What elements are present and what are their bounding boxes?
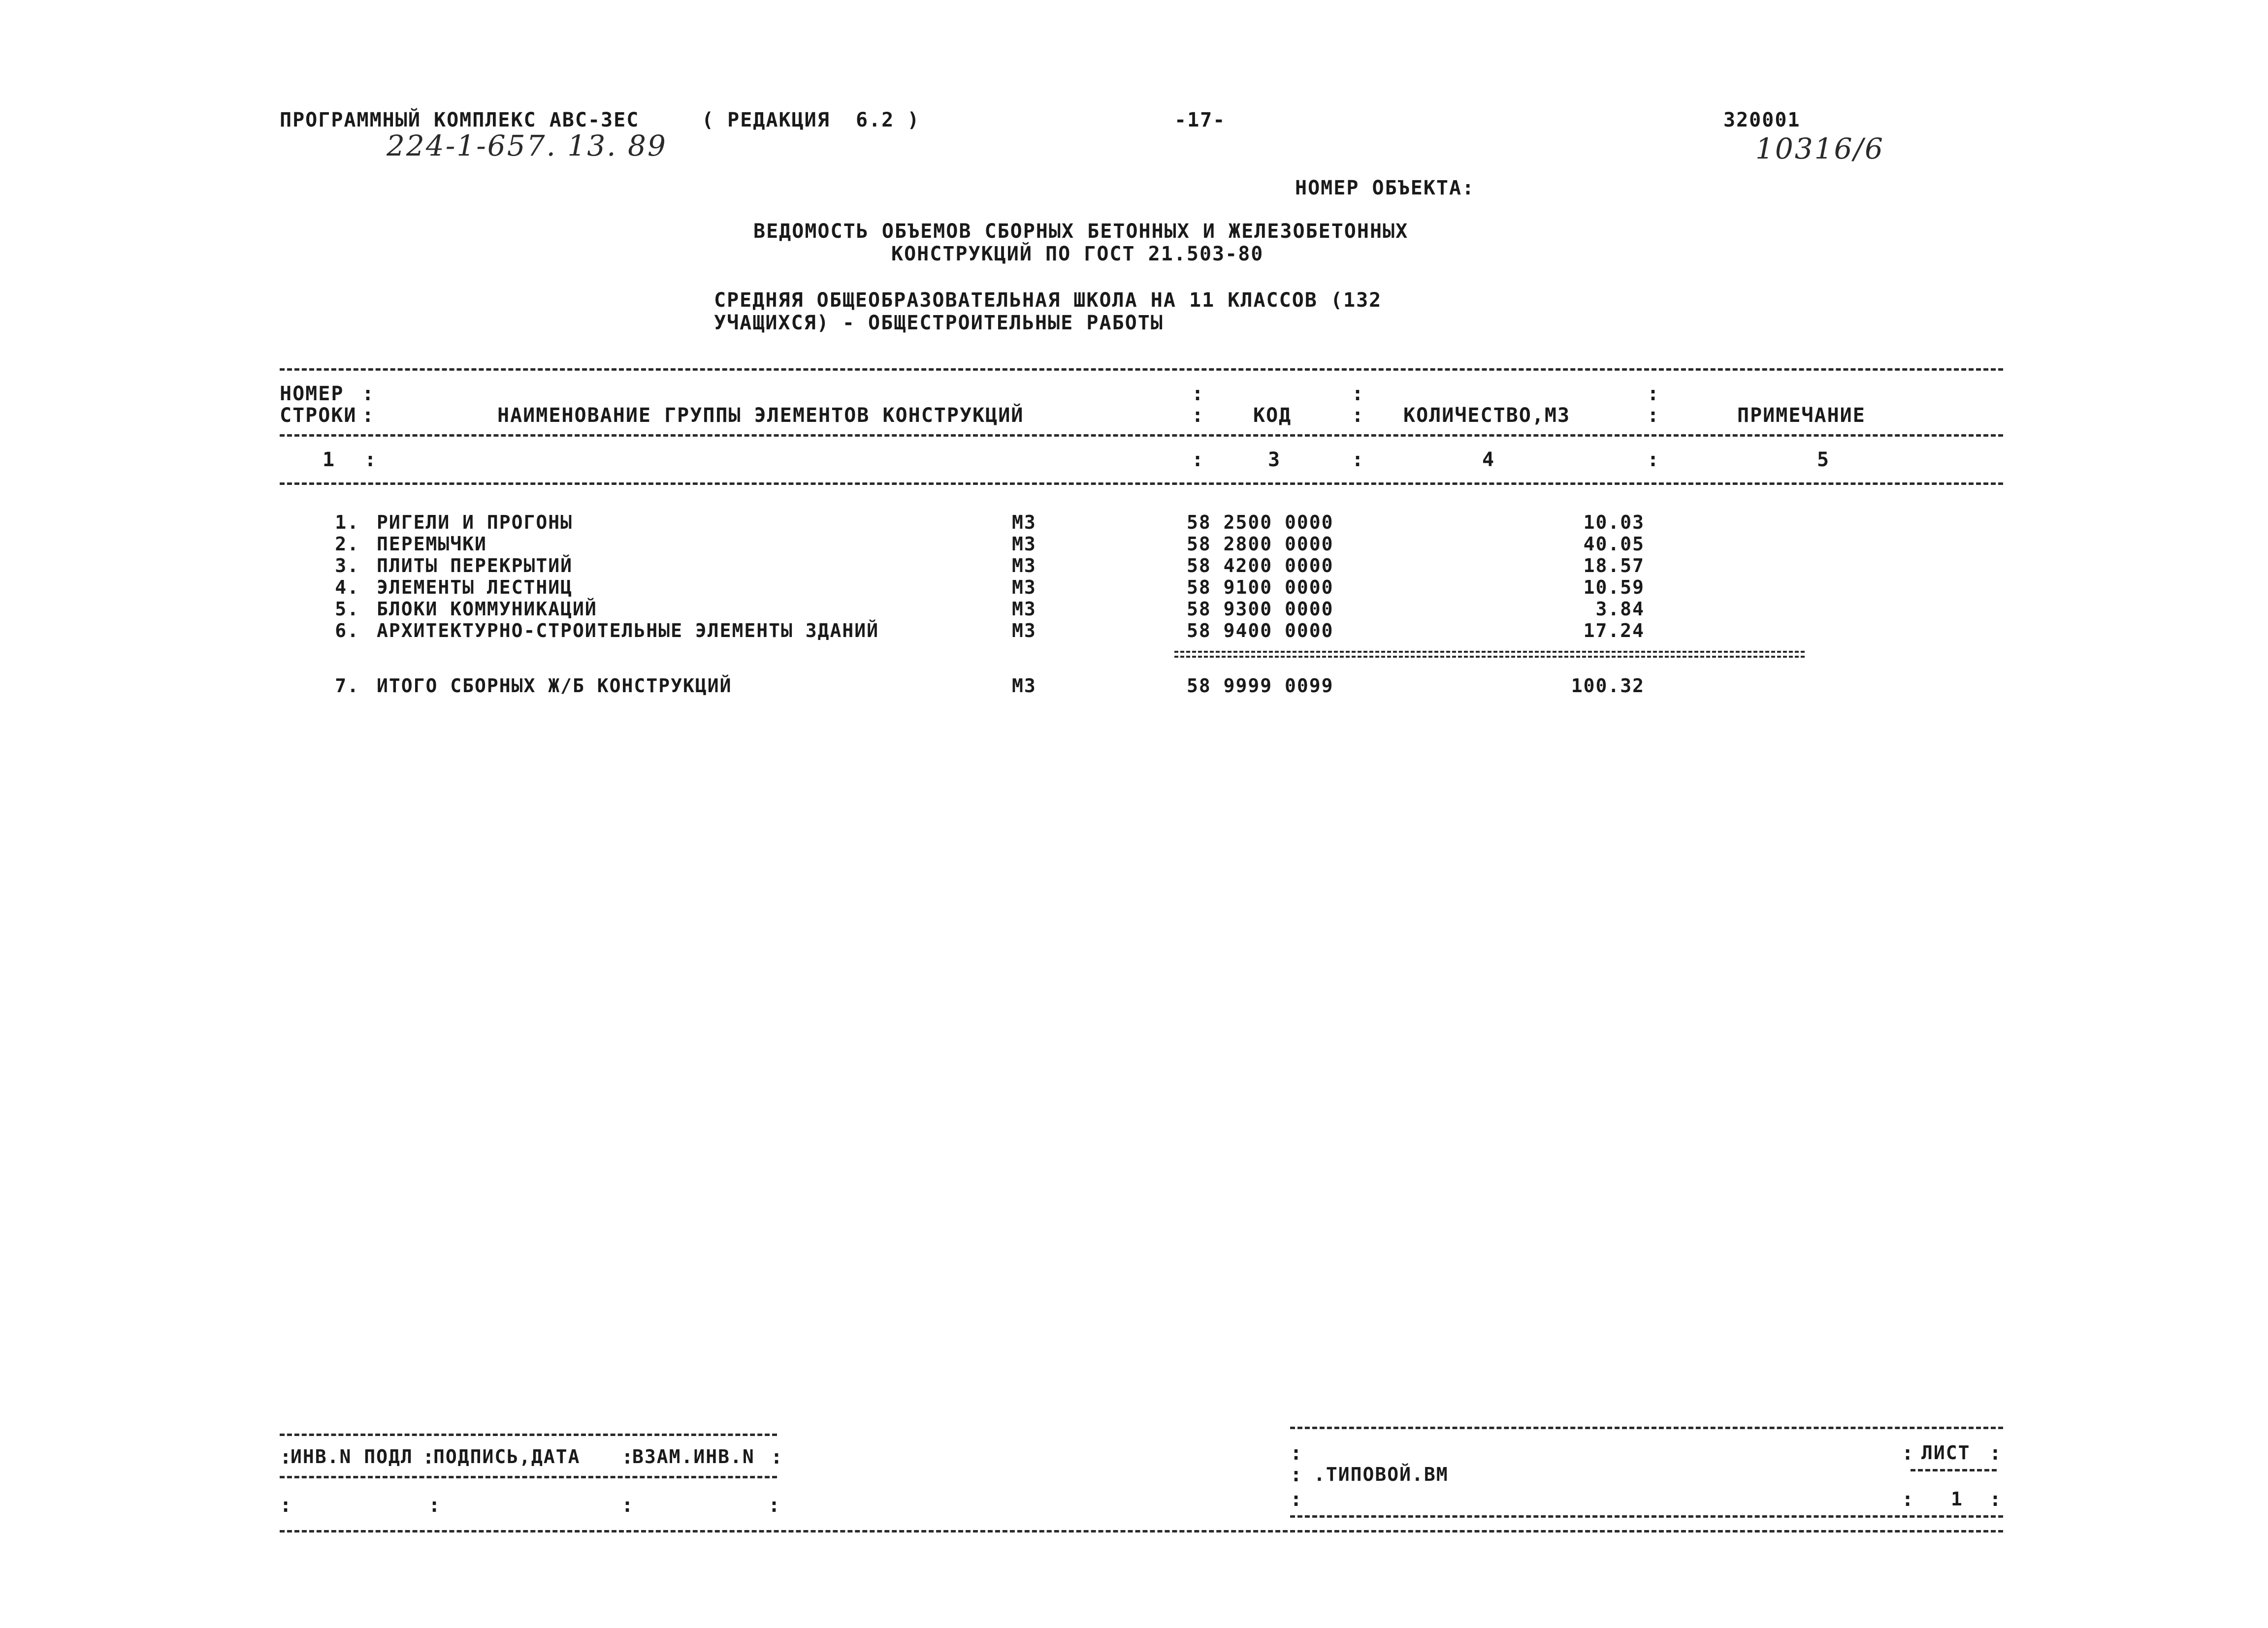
stamp-sep: :: [621, 1446, 635, 1468]
row-code: 58 9100 0000: [1187, 576, 1334, 598]
stamp-sep: :: [422, 1446, 436, 1468]
handwritten-project-number: 224-1-657. 13. 89: [387, 129, 667, 162]
total-unit: М3: [1012, 675, 1037, 697]
row-number: 6.: [335, 620, 359, 641]
header-code: КОД: [1253, 404, 1292, 427]
row-quantity: 10.03: [1583, 511, 1645, 533]
total-number: 7.: [335, 675, 359, 697]
stamp-right-top-rule: [1290, 1427, 2003, 1429]
row-number: 2.: [335, 533, 359, 555]
vzam-inv-label: ВЗАМ.ИНВ.N: [632, 1446, 755, 1468]
row-name: ПЛИТЫ ПЕРЕКРЫТИЙ: [377, 555, 573, 576]
program-name: ПРОГРАММНЫЙ КОМПЛЕКС АВС-3ЕС: [280, 109, 640, 131]
header-sep: :: [1192, 383, 1205, 405]
stamp-sep: :: [428, 1494, 442, 1517]
header-sep: :: [1192, 404, 1205, 427]
row-code: 58 4200 0000: [1187, 555, 1334, 576]
document-type: .ТИПОВОЙ.ВМ: [1314, 1464, 1449, 1485]
stamp-sep: :: [1989, 1442, 2003, 1465]
stamp-bottom-rule: [280, 1530, 2003, 1532]
total-name: ИТОГО СБОРНЫХ Ж/Б КОНСТРУКЦИЙ: [377, 675, 732, 697]
stamp-sep: :: [1902, 1488, 1915, 1511]
row-number: 3.: [335, 555, 359, 576]
row-unit: М3: [1012, 620, 1037, 641]
row-quantity: 40.05: [1583, 533, 1645, 555]
column-number-1: 1: [323, 448, 336, 471]
row-number: 5.: [335, 598, 359, 620]
object-number-label: НОМЕР ОБЪЕКТА:: [1295, 177, 1475, 199]
document-code: 320001: [1723, 109, 1801, 131]
header-row-number-2: СТРОКИ: [280, 404, 357, 427]
title-line-2: КОНСТРУКЦИЙ ПО ГОСТ 21.503-80: [891, 243, 1264, 265]
row-unit: М3: [1012, 576, 1037, 598]
header-note: ПРИМЕЧАНИЕ: [1737, 404, 1866, 427]
row-code: 58 9400 0000: [1187, 620, 1334, 641]
row-quantity: 10.59: [1583, 576, 1645, 598]
sheet-label: ЛИСТ: [1921, 1442, 1971, 1464]
row-unit: М3: [1012, 511, 1037, 533]
stamp-sep: :: [771, 1446, 784, 1468]
header-sep: :: [1647, 404, 1660, 427]
stamp-sep: :: [1902, 1442, 1915, 1465]
header-sep: :: [364, 448, 378, 471]
row-code: 58 2800 0000: [1187, 533, 1334, 555]
row-code: 58 9300 0000: [1187, 598, 1334, 620]
total-quantity: 100.32: [1571, 675, 1645, 697]
page-mark: -17-: [1174, 109, 1226, 131]
header-sep: :: [362, 404, 375, 427]
stamp-sep: :: [768, 1494, 781, 1517]
stamp-sep: :: [1290, 1488, 1303, 1511]
table-top-rule: [280, 368, 2003, 371]
header-sep: :: [362, 383, 375, 405]
header-sep: :: [1647, 448, 1660, 471]
stamp-sep: :: [1989, 1488, 2003, 1511]
sheet-number: 1: [1951, 1488, 1963, 1510]
sheet-divider: [1911, 1469, 1997, 1471]
header-quantity: КОЛИЧЕСТВО,М3: [1403, 404, 1571, 427]
row-quantity: 3.84: [1595, 598, 1645, 620]
stamp-sep: :: [621, 1494, 635, 1517]
row-unit: М3: [1012, 533, 1037, 555]
row-unit: М3: [1012, 555, 1037, 576]
row-name: РИГЕЛИ И ПРОГОНЫ: [377, 511, 573, 533]
subtitle-line-2: УЧАЩИХСЯ) - ОБЩЕСТРОИТЕЛЬНЫЕ РАБОТЫ: [714, 312, 1164, 334]
total-code: 58 9999 0099: [1187, 675, 1334, 697]
row-name: ЭЛЕМЕНТЫ ЛЕСТНИЦ: [377, 576, 573, 598]
stamp-sep: :: [1290, 1464, 1303, 1486]
row-name: ПЕРЕМЫЧКИ: [377, 533, 487, 555]
stamp-left-top-rule: [280, 1434, 777, 1436]
header-sep: :: [1352, 404, 1365, 427]
stamp-left-mid-rule: [280, 1476, 777, 1478]
program-edition: ( РЕДАКЦИЯ 6.2 ): [702, 109, 920, 131]
signature-date-label: ПОДПИСЬ,ДАТА: [433, 1446, 581, 1468]
row-quantity: 18.57: [1583, 555, 1645, 576]
total-double-rule: [1174, 651, 1805, 658]
stamp-sep: :: [280, 1446, 293, 1468]
header-row-number-1: НОМЕР: [280, 383, 344, 405]
header-rule: [280, 434, 2003, 437]
inv-number-label: ИНВ.N ПОДЛ: [291, 1446, 413, 1468]
column-number-4: 4: [1482, 448, 1495, 471]
stamp-sep: :: [1290, 1442, 1303, 1465]
row-name: БЛОКИ КОММУНИКАЦИЙ: [377, 598, 597, 620]
row-code: 58 2500 0000: [1187, 511, 1334, 533]
row-number: 4.: [335, 576, 359, 598]
header-name: НАИМЕНОВАНИЕ ГРУППЫ ЭЛЕМЕНТОВ КОНСТРУКЦИЙ: [497, 404, 1024, 427]
row-unit: М3: [1012, 598, 1037, 620]
header-sep: :: [1352, 448, 1365, 471]
row-number: 1.: [335, 511, 359, 533]
column-number-3: 3: [1268, 448, 1281, 471]
handwritten-inventory-number: 10316/6: [1755, 132, 1884, 165]
columns-rule: [280, 482, 2003, 485]
title-line-1: ВЕДОМОСТЬ ОБЪЕМОВ СБОРНЫХ БЕТОННЫХ И ЖЕЛЕЗОБЕТОННЫХ: [753, 220, 1409, 243]
stamp-sep: :: [280, 1494, 293, 1517]
row-name: АРХИТЕКТУРНО-СТРОИТЕЛЬНЫЕ ЭЛЕМЕНТЫ ЗДАНИЙ: [377, 620, 879, 641]
row-quantity: 17.24: [1583, 620, 1645, 641]
header-sep: :: [1192, 448, 1205, 471]
stamp-right-bottom-rule: [1290, 1515, 2003, 1518]
column-number-5: 5: [1817, 448, 1830, 471]
header-sep: :: [1352, 383, 1365, 405]
header-sep: :: [1647, 383, 1660, 405]
subtitle-line-1: СРЕДНЯЯ ОБЩЕОБРАЗОВАТЕЛЬНАЯ ШКОЛА НА 11 КЛАССОВ (132: [714, 289, 1382, 312]
